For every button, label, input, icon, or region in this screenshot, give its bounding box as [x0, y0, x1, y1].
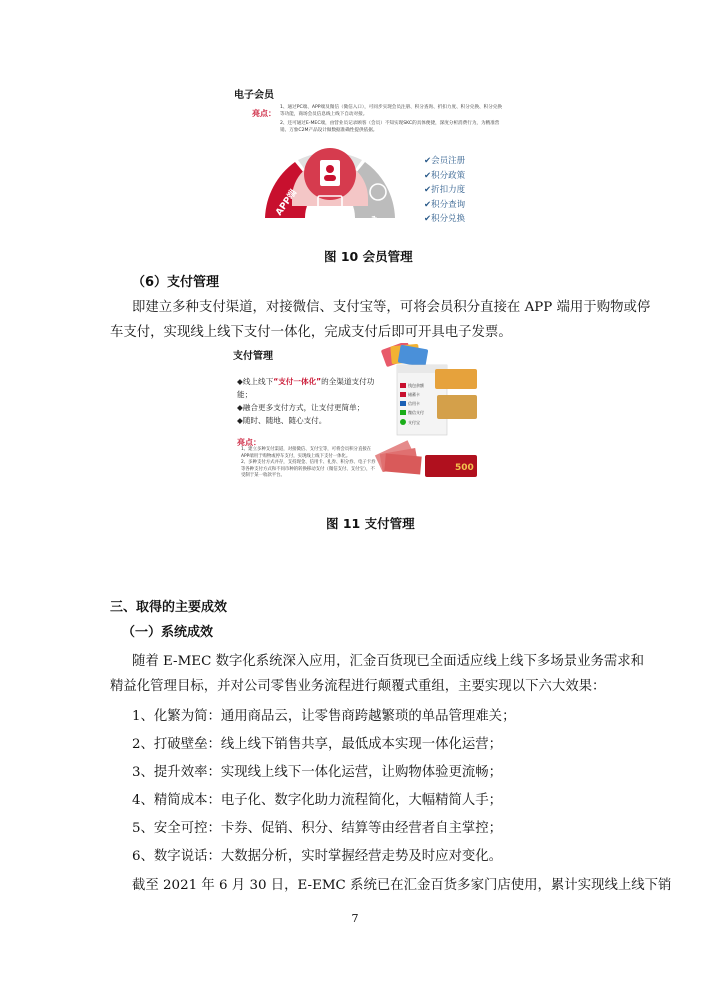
- paragraph-line: 车支付，实现线上线下支付一体化，完成支付后即可开具电子发票。: [110, 325, 512, 340]
- figure-note: 1、建立多种支付渠道，对接微信、支付宝等，可将会员积分直接在APP端用于购物或停车支付，实现线上线下支付一体化。: [241, 447, 372, 459]
- payment-option: 储蓄卡: [408, 392, 420, 397]
- figure-member-management: [230, 84, 505, 244]
- payment-collage: [373, 343, 479, 503]
- bullet-item: ◆融合更多支付方式，让支付更简单；: [237, 403, 365, 412]
- check-icon: ✔: [424, 170, 432, 181]
- bullet-item: ◆线上线下“支付一体化”的全渠道支付功能；: [237, 377, 375, 399]
- gift-card: [437, 395, 477, 419]
- check-item: ✔积分查询: [424, 199, 466, 210]
- bullet-item: ◆随时、随地、随心支付。: [237, 416, 327, 425]
- check-icon: ✔: [424, 199, 432, 210]
- figure-caption: 图 10 会员管理: [324, 249, 413, 264]
- figure-note: 2、还可通过E-MEC端，由营业员记录顾客（会员）不知实现SKC的具体便捷，深度分析消费行为，为精准营销、万象C2M产品设计做数据准确性提供依据。: [280, 121, 500, 133]
- list-item: 6、数字说话：大数据分析，实时掌握经营走势及时应对变化。: [132, 849, 503, 864]
- segment-label: PC端: [320, 219, 343, 229]
- list-item: 4、精简成本：电子化、数字化助力流程简化，大幅精简人手；: [132, 793, 503, 808]
- figure-note: 1、通过PC端、APP端及微信（微信入口），可同步实现会员注册、积分查询、折扣力度、积分兑换、积分兑换等功能，商场会员信息线上线下自动对接。: [280, 105, 503, 117]
- section-heading: 三、取得的主要成效: [110, 600, 228, 615]
- feature-checklist: [424, 154, 465, 227]
- highlight-label: 亮点：: [237, 438, 261, 447]
- section-heading: （6）支付管理: [132, 275, 220, 290]
- list-item: 2、打破壁垒：线上线下销售共享，最低成本实现一体化运营；: [132, 737, 503, 752]
- payment-bullets: [237, 375, 387, 427]
- payment-option: 支付宝: [408, 420, 420, 425]
- card-fan: [381, 343, 429, 367]
- page-number: 7: [351, 912, 359, 925]
- figure-title: 电子会员: [234, 90, 274, 101]
- list-item: 1、化繁为简：通用商品云，让零售商跨越繁琐的单品管理难关；: [132, 709, 516, 724]
- paragraph-line: 即建立多种支付渠道，对接微信、支付宝等，可将会员积分直接在 APP 端用于购物或停: [132, 300, 651, 315]
- payment-option: 钱包余额: [408, 383, 424, 388]
- avatar-icon: [326, 165, 334, 173]
- check-item: ✔会员注册: [424, 156, 466, 166]
- paragraph-line: 截至 2021 年 6 月 30 日，E-EMC 系统已在汇金百货多家门店使用，累计实现线上线下销: [132, 878, 672, 893]
- cash-fan: [375, 440, 422, 474]
- figure-notes: [241, 447, 376, 480]
- payment-option: 信用卡: [408, 401, 420, 406]
- figure-payment-management: [233, 343, 478, 503]
- segment-label: APP端: [274, 188, 300, 218]
- gold-card: [435, 369, 477, 389]
- list-item: 3、提升效率：实现线上线下一体化运营，让购物体验更流畅；: [132, 765, 503, 780]
- channel-diagram: [250, 140, 420, 244]
- payment-option: 微信支付: [408, 410, 424, 415]
- check-icon: ✔: [424, 214, 432, 224]
- check-item: ✔积分政策: [424, 170, 466, 181]
- highlight-label: 亮点：: [252, 109, 276, 118]
- list-item: 5、安全可控：卡券、促销、积分、结算等由经营者自主掌控；: [132, 821, 503, 836]
- check-item: ✔积分兑换: [424, 214, 466, 224]
- figure-caption: 图 11 支付管理: [326, 516, 415, 531]
- voucher-amount: 500: [455, 463, 474, 473]
- check-icon: ✔: [424, 156, 432, 166]
- paragraph-line: 随着 E-MEC 数字化系统深入应用，汇金百货现已全面适应线上线下多场景业务需求和: [132, 654, 645, 669]
- paragraph-line: 精益化管理目标，并对公司零售业务流程进行颠覆式重组，主要实现以下六大效果：: [110, 679, 606, 694]
- check-icon: ✔: [424, 185, 432, 195]
- segment-label: 微信: [365, 215, 386, 235]
- check-item: ✔折扣力度: [424, 185, 466, 195]
- subsection-heading: （一）系统成效: [122, 625, 214, 640]
- figure-title: 支付管理: [233, 351, 273, 362]
- figure-note: 2、多种支付方式并存，支持现金、信用卡、礼券、积分券、电子卡券等各种支付方式和不同币种的转换移动支付（微信支付、支付宝），不受制于某一收款平台。: [241, 460, 376, 479]
